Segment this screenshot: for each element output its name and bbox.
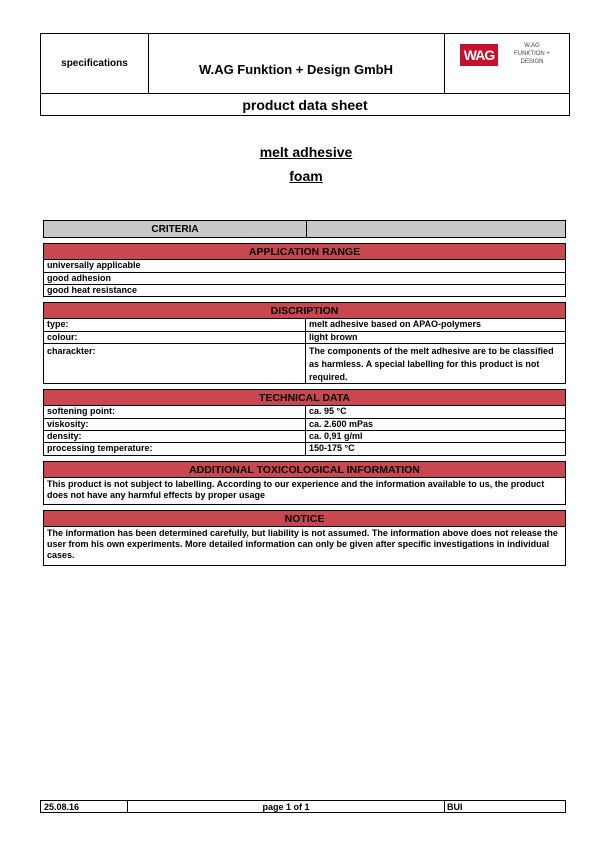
logo-text: W.AG FUNKTION + DESIGN bbox=[514, 43, 550, 65]
footer-author: BUI bbox=[447, 802, 463, 812]
company-logo bbox=[445, 34, 569, 93]
toxicological-box bbox=[43, 478, 566, 505]
table-row: softening point: ca. 95 °C bbox=[44, 406, 565, 418]
notice-text: The information has been determined carefully, but liability is not assumed. The information above does not release the user from his own experiments. More detailed information can only be given after specific investigations in individual cases. bbox=[47, 528, 558, 560]
table-row: type: melt adhesive based on APAO-polymers bbox=[44, 319, 565, 331]
toxicological-text: This product is not subject to labelling. According to our experience and the information available to us, the product does not have any harmful effects by proper usage bbox=[47, 479, 545, 500]
technical-data-table bbox=[43, 406, 566, 456]
document-header bbox=[40, 33, 570, 94]
doc-type-title: product data sheet bbox=[40, 94, 570, 116]
list-item: good heat resistance bbox=[44, 284, 565, 297]
application-range-heading: APPLICATION RANGE bbox=[43, 243, 566, 260]
table-row: processing temperature: 150-175 °C bbox=[44, 442, 565, 456]
product-title: melt adhesive bbox=[259, 144, 353, 160]
description-heading: DISCRIPTION bbox=[43, 302, 566, 319]
toxicological-heading: ADDITIONAL TOXICOLOGICAL INFORMATION bbox=[43, 461, 566, 478]
company-name: W.AG Funktion + Design GmbH bbox=[148, 34, 445, 93]
notice-box bbox=[43, 527, 566, 566]
table-row: density: ca. 0,91 g/ml bbox=[44, 430, 565, 443]
list-item: universally applicable bbox=[47, 260, 141, 270]
document-footer bbox=[40, 800, 566, 813]
logo-mark-icon: WAG bbox=[460, 44, 498, 66]
footer-date: 25.08.16 bbox=[44, 802, 80, 812]
criteria-header bbox=[43, 220, 566, 238]
table-row: colour: light brown bbox=[44, 331, 565, 344]
application-range-list bbox=[43, 260, 566, 297]
table-row: viskosity: ca. 2.600 mPas bbox=[44, 418, 565, 431]
notice-heading: NOTICE bbox=[43, 510, 566, 527]
table-row: charackter: The components of the melt adhesive are to be classified as harmless. A special labelling for this product is not required. bbox=[44, 343, 565, 384]
list-item: good adhesion bbox=[44, 272, 565, 285]
product-subtitle: foam bbox=[289, 168, 323, 184]
technical-data-heading: TECHNICAL DATA bbox=[43, 389, 566, 406]
footer-page: page 1 of 1 bbox=[127, 801, 445, 812]
criteria-label: CRITERIA bbox=[44, 221, 307, 237]
specifications-label: specifications bbox=[41, 34, 149, 93]
description-table bbox=[43, 319, 566, 384]
